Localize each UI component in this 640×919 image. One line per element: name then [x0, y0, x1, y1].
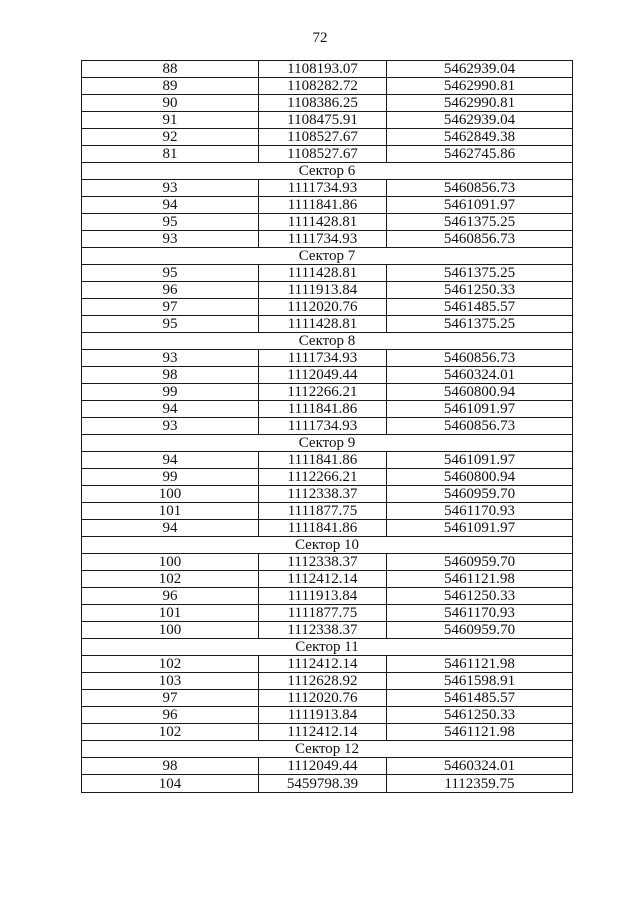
x-coordinate-cell: 1112266.21: [259, 384, 387, 401]
x-coordinate-cell: 1112338.37: [259, 486, 387, 503]
point-number-cell: 89: [82, 78, 259, 95]
sector-header-row: [82, 163, 573, 180]
table-row: [82, 622, 573, 639]
x-coordinate-cell: 1112020.76: [259, 299, 387, 316]
y-coordinate-cell: 5462745.86: [387, 146, 573, 163]
table-row: [82, 469, 573, 486]
table-row: [82, 384, 573, 401]
sector-label: Сектор 11: [82, 639, 573, 656]
table-row: [82, 571, 573, 588]
x-coordinate-cell: 1112412.14: [259, 571, 387, 588]
y-coordinate-cell: 5461170.93: [387, 503, 573, 520]
sector-label: Сектор 7: [82, 248, 573, 265]
table-row: [82, 214, 573, 231]
point-number-cell: 95: [82, 214, 259, 231]
coordinates-table: [81, 60, 573, 793]
x-coordinate-cell: 1108527.67: [259, 129, 387, 146]
x-coordinate-cell: 1108193.07: [259, 61, 387, 78]
table-row: [82, 724, 573, 741]
sector-header-row: [82, 537, 573, 554]
point-number-cell: 93: [82, 350, 259, 367]
x-coordinate-cell: 1111913.84: [259, 588, 387, 605]
sector-label: Сектор 12: [82, 741, 573, 758]
x-coordinate-cell: 1112412.14: [259, 656, 387, 673]
table-row: [82, 350, 573, 367]
x-coordinate-cell: 1108386.25: [259, 95, 387, 112]
point-number-cell: 101: [82, 503, 259, 520]
table-row: [82, 299, 573, 316]
x-coordinate-cell: 1112412.14: [259, 724, 387, 741]
table-row: [82, 775, 573, 793]
point-number-cell: 104: [82, 775, 259, 793]
x-coordinate-cell: 1111734.93: [259, 350, 387, 367]
y-coordinate-cell: 5460800.94: [387, 469, 573, 486]
x-coordinate-cell: 1111877.75: [259, 605, 387, 622]
y-coordinate-cell: 5461121.98: [387, 571, 573, 588]
coordinates-table-body: [82, 61, 573, 793]
y-coordinate-cell: 5461598.91: [387, 673, 573, 690]
y-coordinate-cell: 5461375.25: [387, 214, 573, 231]
table-row: [82, 605, 573, 622]
y-coordinate-cell: 5461375.25: [387, 265, 573, 282]
y-coordinate-cell: 5461121.98: [387, 724, 573, 741]
x-coordinate-cell: 5459798.39: [259, 775, 387, 793]
y-coordinate-cell: 5461091.97: [387, 520, 573, 537]
point-number-cell: 94: [82, 452, 259, 469]
sector-header-row: [82, 248, 573, 265]
point-number-cell: 101: [82, 605, 259, 622]
point-number-cell: 99: [82, 384, 259, 401]
x-coordinate-cell: 1111841.86: [259, 520, 387, 537]
point-number-cell: 92: [82, 129, 259, 146]
table-row: [82, 656, 573, 673]
y-coordinate-cell: 5460324.01: [387, 367, 573, 384]
point-number-cell: 99: [82, 469, 259, 486]
x-coordinate-cell: 1112338.37: [259, 622, 387, 639]
point-number-cell: 88: [82, 61, 259, 78]
point-number-cell: 93: [82, 180, 259, 197]
sector-header-row: [82, 639, 573, 656]
point-number-cell: 98: [82, 758, 259, 775]
sector-header-row: [82, 435, 573, 452]
x-coordinate-cell: 1111841.86: [259, 401, 387, 418]
table-row: [82, 673, 573, 690]
table-row: [82, 554, 573, 571]
x-coordinate-cell: 1111841.86: [259, 197, 387, 214]
y-coordinate-cell: 5461121.98: [387, 656, 573, 673]
x-coordinate-cell: 1112266.21: [259, 469, 387, 486]
point-number-cell: 97: [82, 299, 259, 316]
table-row: [82, 282, 573, 299]
y-coordinate-cell: 5460856.73: [387, 350, 573, 367]
table-row: [82, 197, 573, 214]
point-number-cell: 102: [82, 724, 259, 741]
x-coordinate-cell: 1108282.72: [259, 78, 387, 95]
x-coordinate-cell: 1111913.84: [259, 707, 387, 724]
point-number-cell: 96: [82, 707, 259, 724]
y-coordinate-cell: 5461485.57: [387, 690, 573, 707]
point-number-cell: 94: [82, 520, 259, 537]
x-coordinate-cell: 1111428.81: [259, 214, 387, 231]
table-row: [82, 61, 573, 78]
x-coordinate-cell: 1111877.75: [259, 503, 387, 520]
table-row: [82, 452, 573, 469]
y-coordinate-cell: 1112359.75: [387, 775, 573, 793]
table-row: [82, 112, 573, 129]
y-coordinate-cell: 5461250.33: [387, 588, 573, 605]
table-row: [82, 503, 573, 520]
table-row: [82, 690, 573, 707]
y-coordinate-cell: 5462849.38: [387, 129, 573, 146]
x-coordinate-cell: 1108527.67: [259, 146, 387, 163]
point-number-cell: 98: [82, 367, 259, 384]
point-number-cell: 95: [82, 265, 259, 282]
table-row: [82, 418, 573, 435]
x-coordinate-cell: 1111734.93: [259, 180, 387, 197]
x-coordinate-cell: 1111913.84: [259, 282, 387, 299]
x-coordinate-cell: 1112338.37: [259, 554, 387, 571]
point-number-cell: 102: [82, 656, 259, 673]
x-coordinate-cell: 1111734.93: [259, 231, 387, 248]
point-number-cell: 100: [82, 486, 259, 503]
point-number-cell: 96: [82, 588, 259, 605]
table-row: [82, 129, 573, 146]
point-number-cell: 100: [82, 622, 259, 639]
table-row: [82, 520, 573, 537]
point-number-cell: 103: [82, 673, 259, 690]
table-row: [82, 486, 573, 503]
x-coordinate-cell: 1112628.92: [259, 673, 387, 690]
y-coordinate-cell: 5461091.97: [387, 452, 573, 469]
sector-header-row: [82, 333, 573, 350]
y-coordinate-cell: 5461250.33: [387, 282, 573, 299]
y-coordinate-cell: 5460959.70: [387, 622, 573, 639]
y-coordinate-cell: 5462990.81: [387, 78, 573, 95]
y-coordinate-cell: 5461091.97: [387, 197, 573, 214]
point-number-cell: 93: [82, 418, 259, 435]
table-row: [82, 367, 573, 384]
table-row: [82, 316, 573, 333]
x-coordinate-cell: 1112049.44: [259, 758, 387, 775]
y-coordinate-cell: 5462939.04: [387, 61, 573, 78]
point-number-cell: 94: [82, 197, 259, 214]
table-row: [82, 707, 573, 724]
y-coordinate-cell: 5462939.04: [387, 112, 573, 129]
y-coordinate-cell: 5461170.93: [387, 605, 573, 622]
point-number-cell: 81: [82, 146, 259, 163]
table-row: [82, 146, 573, 163]
y-coordinate-cell: 5461250.33: [387, 707, 573, 724]
table-row: [82, 588, 573, 605]
table-row: [82, 758, 573, 775]
point-number-cell: 102: [82, 571, 259, 588]
y-coordinate-cell: 5460856.73: [387, 418, 573, 435]
x-coordinate-cell: 1112020.76: [259, 690, 387, 707]
x-coordinate-cell: 1111428.81: [259, 316, 387, 333]
x-coordinate-cell: 1108475.91: [259, 112, 387, 129]
point-number-cell: 91: [82, 112, 259, 129]
sector-label: Сектор 6: [82, 163, 573, 180]
point-number-cell: 90: [82, 95, 259, 112]
y-coordinate-cell: 5460959.70: [387, 486, 573, 503]
point-number-cell: 100: [82, 554, 259, 571]
y-coordinate-cell: 5460800.94: [387, 384, 573, 401]
table-row: [82, 95, 573, 112]
page-number: 72: [312, 30, 328, 46]
y-coordinate-cell: 5460856.73: [387, 231, 573, 248]
y-coordinate-cell: 5461091.97: [387, 401, 573, 418]
x-coordinate-cell: 1111841.86: [259, 452, 387, 469]
y-coordinate-cell: 5460324.01: [387, 758, 573, 775]
point-number-cell: 97: [82, 690, 259, 707]
point-number-cell: 95: [82, 316, 259, 333]
point-number-cell: 93: [82, 231, 259, 248]
x-coordinate-cell: 1111734.93: [259, 418, 387, 435]
table-row: [82, 401, 573, 418]
table-row: [82, 231, 573, 248]
sector-label: Сектор 8: [82, 333, 573, 350]
y-coordinate-cell: 5460856.73: [387, 180, 573, 197]
sector-label: Сектор 10: [82, 537, 573, 554]
point-number-cell: 96: [82, 282, 259, 299]
sector-label: Сектор 9: [82, 435, 573, 452]
table-row: [82, 78, 573, 95]
x-coordinate-cell: 1111428.81: [259, 265, 387, 282]
point-number-cell: 94: [82, 401, 259, 418]
x-coordinate-cell: 1112049.44: [259, 367, 387, 384]
table-row: [82, 180, 573, 197]
y-coordinate-cell: 5462990.81: [387, 95, 573, 112]
y-coordinate-cell: 5461485.57: [387, 299, 573, 316]
y-coordinate-cell: 5460959.70: [387, 554, 573, 571]
sector-header-row: [82, 741, 573, 758]
table-row: [82, 265, 573, 282]
y-coordinate-cell: 5461375.25: [387, 316, 573, 333]
